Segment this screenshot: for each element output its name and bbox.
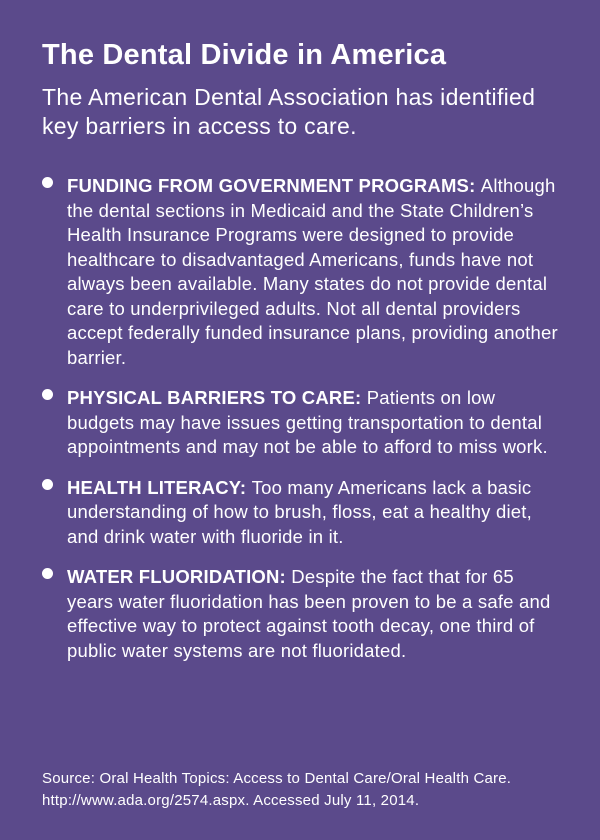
bullet-icon [42,479,53,490]
list-item [42,565,562,663]
barrier-text: Too many Americans lack a basic understanding of how to brush, floss, eat a healthy diet, and drink water with fluoride in it. [67,476,532,547]
subtitle: The American Dental Association has identified key barriers in access to care. [42,84,536,139]
source-citation: Source: Oral Health Topics: Access to Dental Care/Oral Health Care. http://www.ada.org/2574.aspx. Accessed July 11, 2014. [42,770,512,809]
barrier-heading: PHYSICAL BARRIERS TO CARE: [67,387,367,408]
barrier-text: Patients on low budgets may have issues getting transportation to dental appointments and may not be able to afford to miss work. [67,387,548,457]
barrier-text: Despite the fact that for 65 years water fluoridation has been proven to be a safe and effective way to protect against tooth decay, one third of public water systems are not fluoridated. [67,566,551,661]
barrier-heading: FUNDING FROM GOVERNMENT PROGRAMS: [67,175,481,196]
bullet-icon [42,177,53,188]
barrier-heading: WATER FLUORIDATION: [67,566,292,587]
bullet-icon [42,389,53,400]
list-item [42,174,562,370]
bullet-icon [42,568,53,579]
page-title: The Dental Divide in America [42,39,447,71]
barrier-list [42,174,562,663]
barrier-text: Although the dental sections in Medicaid and the State Children’s Health Insurance Programs were designed to provide healthcare to disadvantaged Americans, funds have not always been available. Many states do not provide dental care to underprivileged adults. Not all dental providers accept federally funded insurance plans, providing another barrier. [67,175,558,368]
list-item [42,386,562,460]
barrier-heading: HEALTH LITERACY: [67,476,252,498]
list-item [42,476,562,550]
